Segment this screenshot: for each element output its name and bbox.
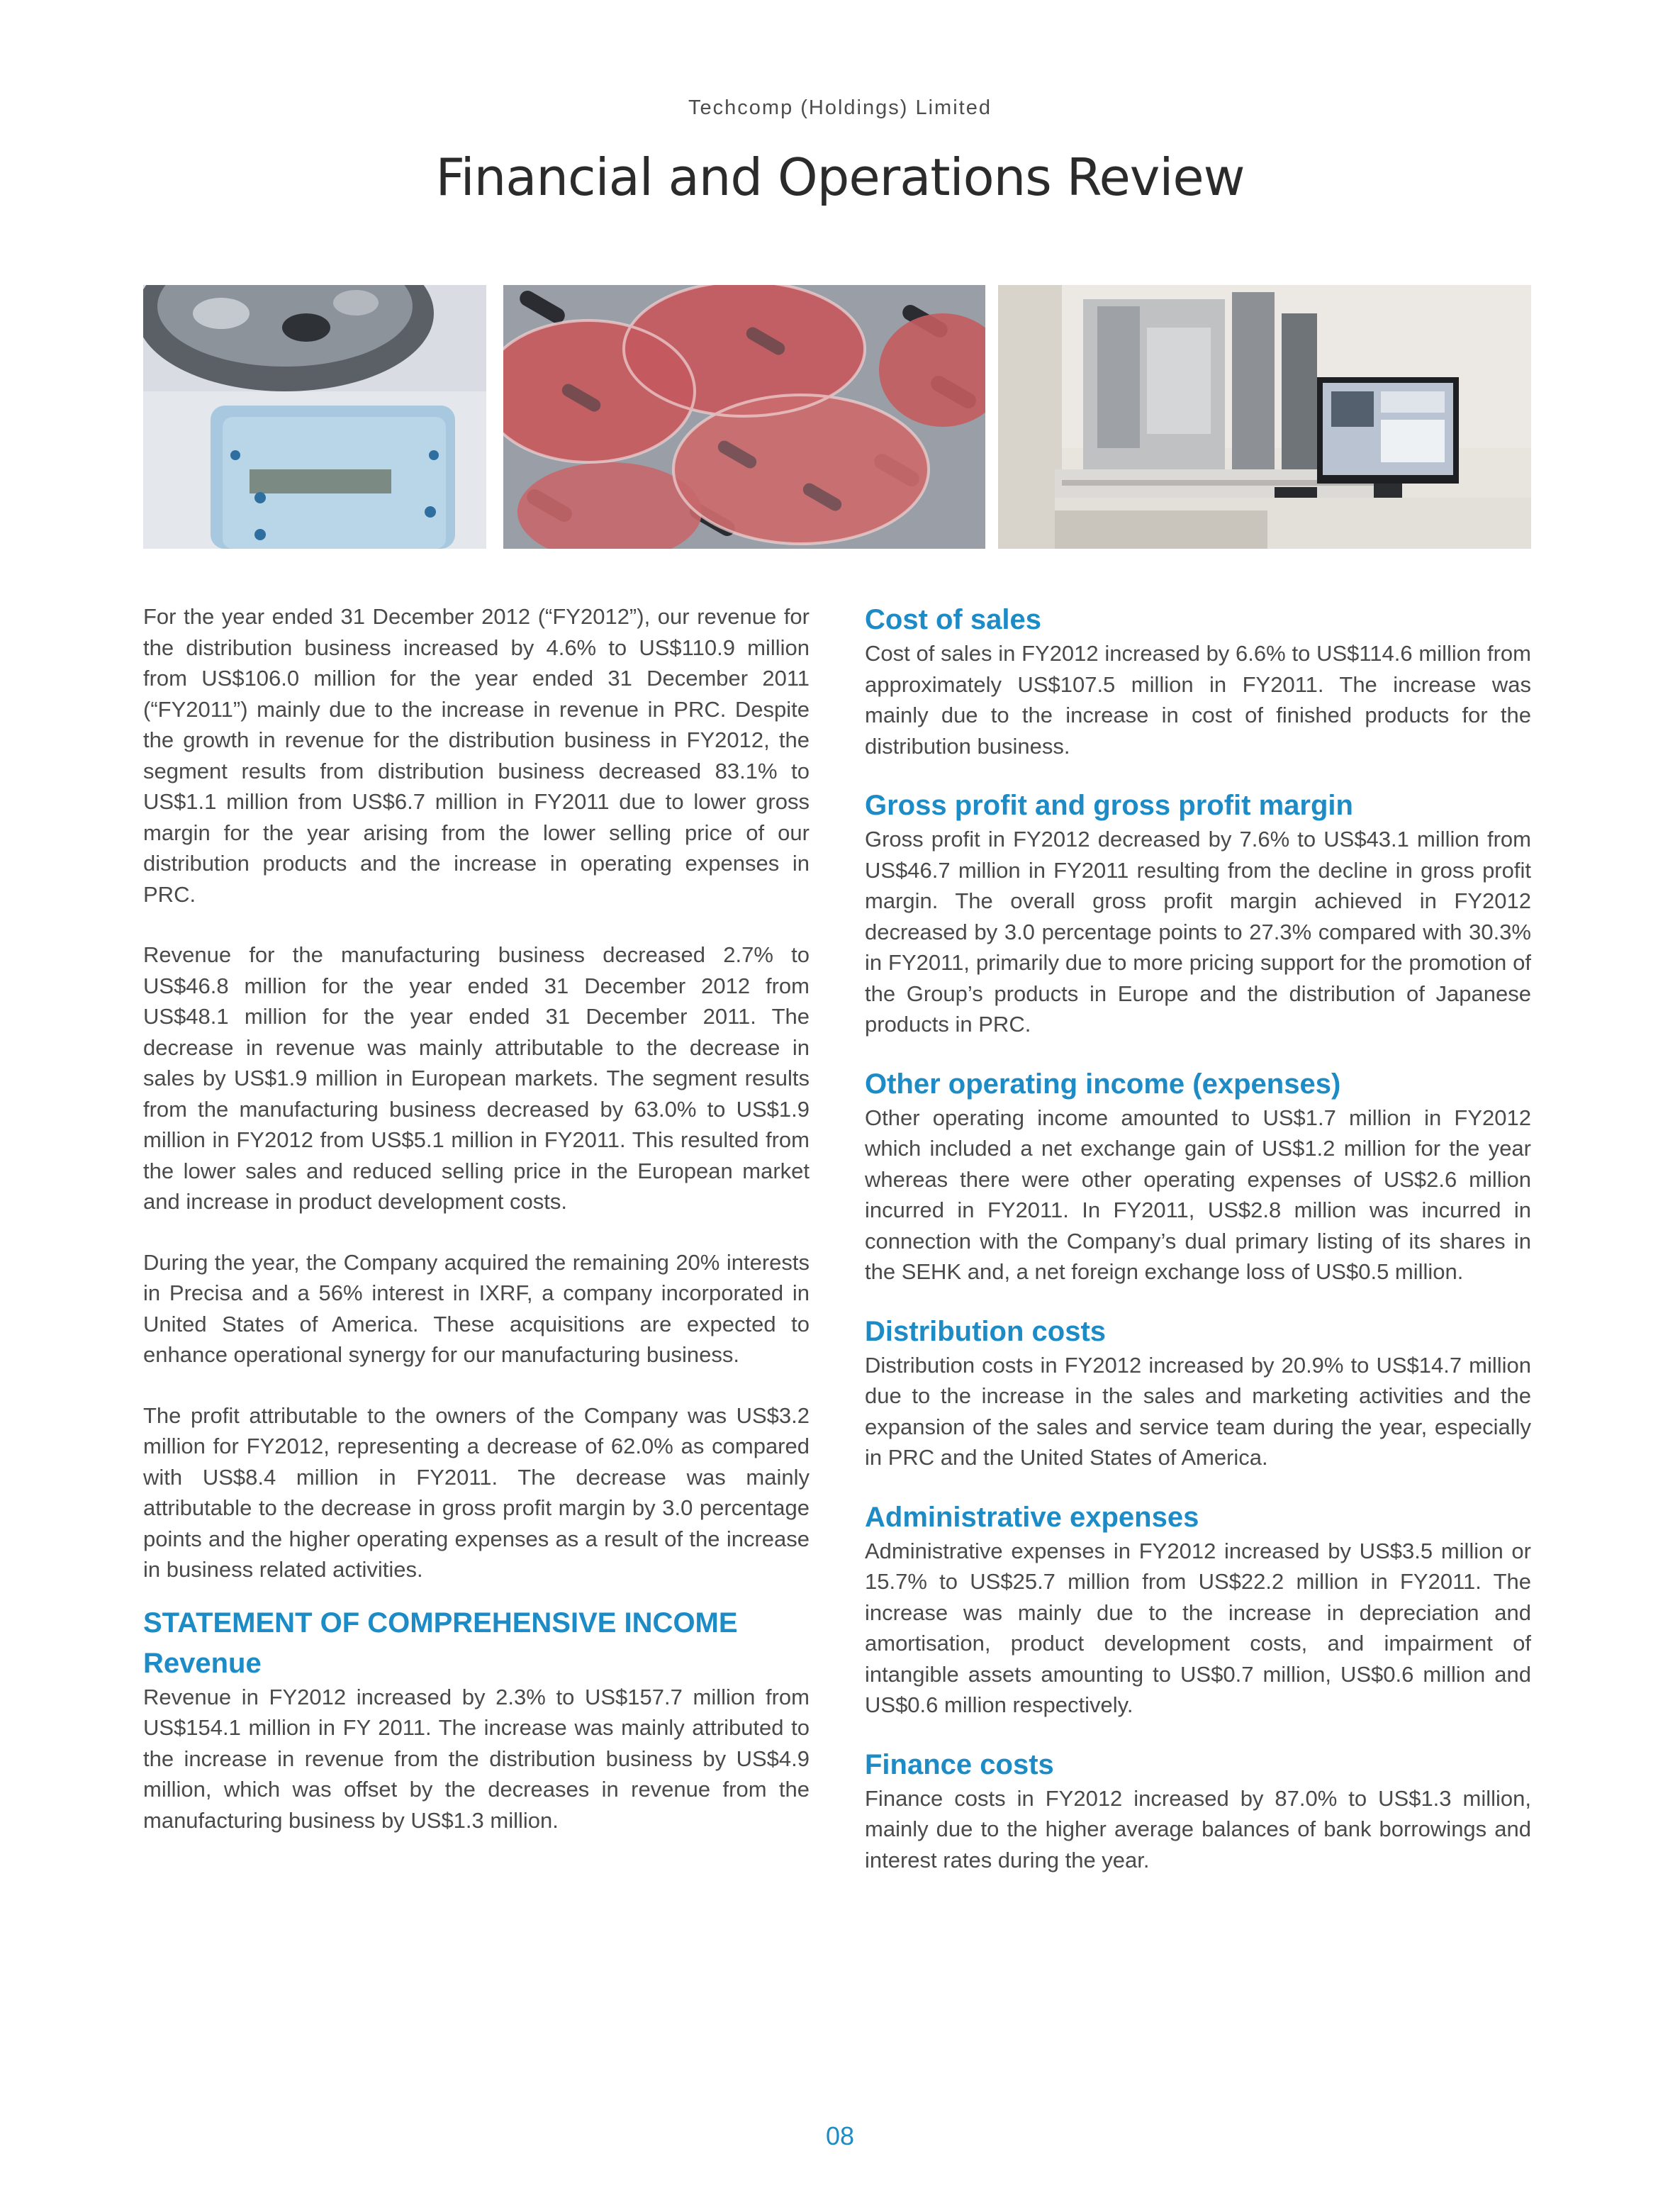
other-operating-income-text: Other operating income amounted to US$1.7 million in FY2012 which included a net exchange gain of US$1.2 million for the year whereas there were other operating expenses of US$2.6 million incurred in FY2011. In FY2011, US$2.8 million was incurred in connection with the Company’s dual primary listing of its shares in the SEHK and, a net foreign exchange loss of US$0.5 million. <box>865 1105 1531 1284</box>
statement-heading: STATEMENT OF COMPREHENSIVE INCOME <box>143 1607 738 1639</box>
page-number: 08 <box>825 2121 855 2150</box>
intro-paragraph-distribution: For the year ended 31 December 2012 (“FY2012”), our revenue for the distribution business increased by 4.6% to US$110.9 million from US$106.0 million for the year ended 31 December 2011 (“FY2011”) mainly due to the increase in revenue in PRC. Despite the growth in revenue for the distribution business in FY2012, the segment results from distribution business decreased 83.1% to US$1.1 million from US$6.7 million in FY2011 due to lower gross margin for the year arising from the lower selling price of our distribution products and the increase in operating expenses in PRC. <box>143 604 810 907</box>
distribution-costs-heading: Distribution costs <box>865 1315 1107 1347</box>
intro-paragraph-profit: The profit attributable to the owners of the Company was US$3.2 million for FY2012, representing a decrease of 62.0% as compared with US$8.4 million in FY2011. The decrease was mainly attributable to the decrease in gross profit margin by 3.0 percentage points and the higher operating expenses as a result of the increase in business related activities. <box>143 1402 810 1582</box>
revenue-heading: Revenue <box>143 1647 262 1679</box>
administrative-expenses-text: Administrative expenses in FY2012 increased by US$3.5 million or 15.7% to US$25.7 million from US$22.2 million in FY2011. The increase was mainly due to the increase in depreciation and amortisation, product development costs, and impairment of intangible assets amounting to US$0.7 million, US$0.6 million and US$0.6 million respectively. <box>865 1538 1531 1717</box>
revenue-text: Revenue in FY2012 increased by 2.3% to US$157.7 million from US$154.1 million in FY 2011. The increase was mainly attributed to the increase in revenue from the distribution business by US$4.9 million, which was offset by the decreases in revenue from the manufacturing business by US$1.3 million. <box>143 1684 810 1833</box>
centrifuge-photo <box>143 285 486 549</box>
right-column <box>865 601 1531 1901</box>
distribution-costs-text: Distribution costs in FY2012 increased by 20.9% to US$14.7 million due to the increase in the sales and marketing activities and the expansion of the sales and service team during the year, especially in PRC and the United States of America. <box>865 1352 1531 1470</box>
other-operating-income-heading: Other operating income (expenses) <box>865 1068 1341 1100</box>
finance-costs-heading: Finance costs <box>865 1748 1054 1780</box>
intro-paragraph-manufacturing: Revenue for the manufacturing business decreased 2.7% to US$46.8 million for the year ended 31 December 2012 from US$48.1 million for the year ended 31 December 2011. The decrease in revenue was mainly attributable to the decrease in sales by US$1.9 million in European markets. The segment results from the manufacturing business decreased by 63.0% to US$1.9 million in FY2012 from US$5.1 million in FY2011. This resulted from the lower sales and reduced selling price in the European market and increase in product development costs. <box>143 942 810 1214</box>
intro-paragraph-acquisitions: During the year, the Company acquired the remaining 20% interests in Precisa and a 56% interest in IXRF, a company incorporated in United States of America. These acquisitions are expected to enhance operational synergy for our manufacturing business. <box>143 1249 810 1367</box>
company-name: Techcomp (Holdings) Limited <box>688 96 992 119</box>
gross-profit-text: Gross profit in FY2012 decreased by 7.6% to US$43.1 million from US$46.7 million in FY2011 resulting from the decline in gross profit margin. The overall gross profit margin achieved in FY2012 decreased by 3.0 percentage points to 27.3% compared with 30.3% in FY2011, primarily due to more pricing support for the promotion of the Group’s products in Europe and the distribution of Japanese products in PRC. <box>865 827 1531 1037</box>
gross-profit-heading: Gross profit and gross profit margin <box>865 790 1353 821</box>
finance-costs-text: Finance costs in FY2012 increased by 87.0% to US$1.3 million, mainly due to the higher average balances of bank borrowings and interest rates during the year. <box>865 1785 1531 1872</box>
administrative-expenses-heading: Administrative expenses <box>865 1501 1199 1533</box>
lab-instrument-photo <box>998 285 1531 549</box>
page-title: Financial and Operations Review <box>435 147 1245 207</box>
cost-of-sales-text: Cost of sales in FY2012 increased by 6.6% to US$114.6 million from approximately US$107.5 million in FY2011. The increase was mainly due to the increase in cost of finished products for the distribution business. <box>865 641 1531 759</box>
left-column <box>143 601 810 1865</box>
petri-dishes-photo <box>503 285 985 549</box>
cost-of-sales-heading: Cost of sales <box>865 604 1041 635</box>
